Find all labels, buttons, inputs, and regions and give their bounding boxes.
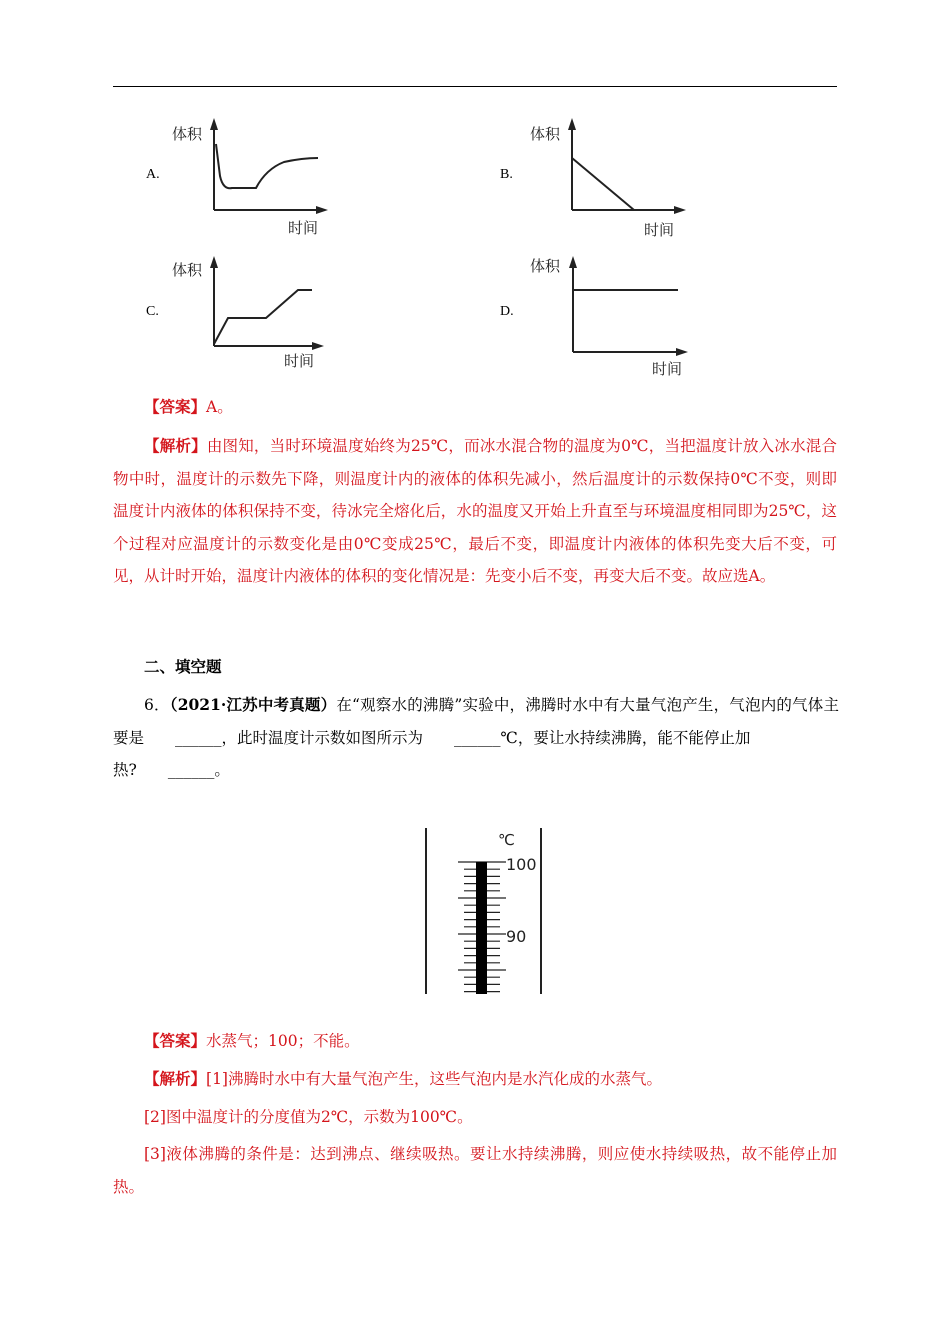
q5-analysis [113, 430, 837, 593]
header-rule [113, 86, 837, 87]
thermometer-label-100: 100 [506, 855, 537, 874]
option-a-curve [216, 144, 318, 188]
option-a-xlabel: 时间 [288, 219, 319, 237]
q5-answer [113, 391, 837, 424]
q6-analysis-1-text: [1]沸腾时水中有大量气泡产生，这些气泡内是水汽化成的水蒸气。 [206, 1070, 662, 1088]
option-c-xlabel: 时间 [284, 352, 315, 370]
q6-answer [113, 1025, 837, 1058]
option-c-curve [214, 290, 312, 344]
q6-question [113, 689, 839, 787]
option-b-curve [572, 158, 634, 210]
thermometer-label-90: 90 [506, 927, 527, 946]
option-c-ylabel: 体积 [172, 261, 203, 279]
option-d-graph [528, 250, 698, 380]
q5-answer-text: A。 [206, 398, 233, 416]
q6-text-1: 在“观察水的沸腾”实验中，沸腾时水中有大量气泡产生，气泡内的气体主要是 [113, 696, 839, 747]
option-b-xlabel: 时间 [644, 221, 675, 239]
option-a-graph [170, 114, 330, 240]
q6-analysis-2: [2]图中温度计的分度值为2℃，示数为100℃。 [144, 1108, 473, 1126]
q6-text-4: 热? [113, 761, 137, 779]
thermometer-figure [420, 822, 550, 1000]
option-b-ylabel: 体积 [530, 125, 561, 143]
section-title: 二、填空题 [144, 657, 222, 676]
q6-blank-2: ______ [454, 728, 501, 747]
q5-answer-tag: 【答案】 [144, 397, 207, 416]
option-d-ylabel: 体积 [530, 257, 561, 275]
q6-answer-text: 水蒸气；100；不能。 [206, 1032, 360, 1050]
option-c-label: C. [146, 304, 159, 319]
q6-blank-1: ______ [175, 728, 222, 747]
q6-text-2: ，此时温度计示数如图所示为 [221, 728, 424, 747]
q5-analysis-text: 由图知，当时环境温度始终为25℃，而冰水混合物的温度为0℃，当把温度计放入冰水混合物中时，温度计的示数先下降，则温度计内的液体的体积先减小，然后温度计的示数保持0℃不变，则即温度计内液体的体积保持不变，待冰完全熔化后，水的温度又开始上升直至与环境温度相同即为25℃，这个过程对应温度计的示数变化是由0℃变成25℃，最后不变，即温度计内液体的体积先变大后不变，可见，从计时开始，温度计内液体的体积的变化情况是：先变小后不变，再变大后不变。故应选A。 [113, 437, 837, 585]
option-a-label: A. [146, 167, 160, 182]
q6-blank-3: ______ [167, 761, 215, 779]
q6-text-5: 。 [214, 761, 230, 779]
q6-answer-tag: 【答案】 [144, 1031, 207, 1050]
q6-analysis-tag: 【解析】 [144, 1069, 207, 1088]
q6-number: 6． [144, 696, 170, 714]
option-a-ylabel: 体积 [172, 125, 203, 143]
option-d-label: D. [500, 304, 514, 319]
option-b-label: B. [500, 167, 513, 182]
q6-analysis-1 [113, 1063, 837, 1096]
thermometer-liquid-column [476, 862, 487, 994]
option-d-xlabel: 时间 [652, 360, 683, 378]
option-c-graph [170, 250, 330, 376]
q6-analysis-3: [3]液体沸腾的条件是：达到沸点、继续吸热。要让水持续沸腾，则应使水持续吸热，故不能停止加热。 [113, 1145, 837, 1196]
q5-analysis-tag: 【解析】 [144, 436, 207, 455]
q6-source: （2021·江苏中考真题） [169, 695, 337, 714]
option-b-graph [528, 114, 688, 240]
thermometer-unit: ℃ [498, 831, 515, 849]
q6-text-3: ℃，要让水持续沸腾，能不能停止加 [500, 728, 751, 747]
